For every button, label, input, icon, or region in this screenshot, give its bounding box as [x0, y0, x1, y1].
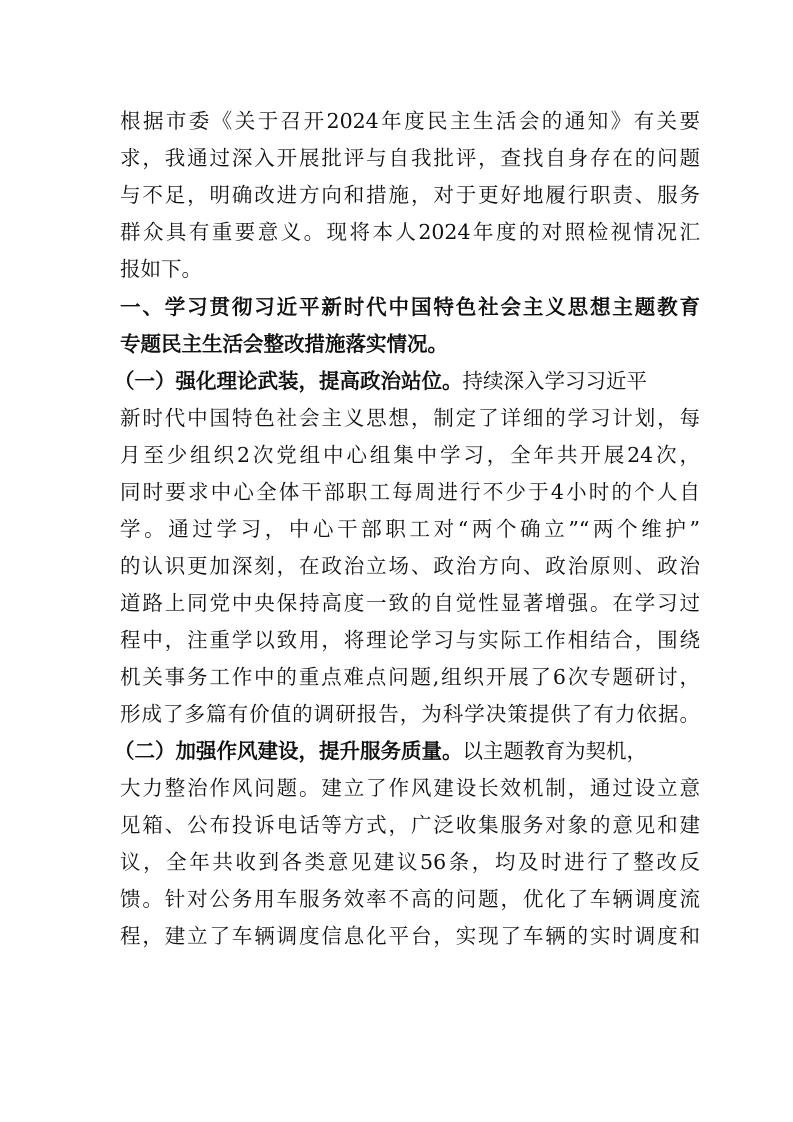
subsection-one-heading: （一）强化理论武装，提高政治站位。 [114, 369, 463, 393]
subsection-two-line-6: 程，建立了车辆调度信息化平台，实现了车辆的实时调度和 [120, 924, 700, 948]
subsection-one-line-8: 程中，注重学以致用，将理论学习与实际工作相结合，围绕 [120, 628, 700, 652]
subsection-two-line-2: 大力整治作风问题。建立了作风建设长效机制，通过设立意 [120, 776, 700, 800]
subsection-one-line-4: 同时要求中心全体干部职工每周进行不少于4小时的个人自 [120, 480, 700, 504]
subsection-one-line-6: 的认识更加深刻，在政治立场、政治方向、政治原则、政治 [120, 554, 700, 578]
subsection-two-line-5: 馈。针对公务用车服务效率不高的问题，优化了车辆调度流 [120, 887, 700, 911]
subsection-one-line-10: 形成了多篇有价值的调研报告，为科学决策提供了有力依据。 [120, 702, 700, 726]
section-heading-line-2: 专题民主生活会整改措施落实情况。 [120, 332, 448, 356]
subsection-one-line-5: 学。通过学习，中心干部职工对“两个确立”“两个维护” [120, 517, 700, 541]
subsection-one-line-3: 月至少组织2次党组中心组集中学习，全年共开展24次， [120, 443, 700, 467]
subsection-one-line-2: 新时代中国特色社会主义思想，制定了详细的学习计划，每 [120, 406, 700, 430]
subsection-two-heading: （二）加强作风建设，提升服务质量。 [114, 739, 463, 763]
subsection-two-line-4: 议，全年共收到各类意见建议56条，均及时进行了整改反 [120, 850, 700, 874]
paragraph-intro-line-4: 群众具有重要意义。现将本人2024年度的对照检视情况汇 [120, 220, 700, 244]
paragraph-intro-line-2: 求，我通过深入开展批评与自我批评，查找自身存在的问题 [120, 146, 700, 170]
subsection-two-text-start: 以主题教育为契机， [462, 739, 647, 763]
paragraph-intro-line-1: 根据市委《关于召开2024年度民主生活会的通知》有关要 [120, 109, 700, 133]
paragraph-intro-line-5: 报如下。 [120, 257, 202, 281]
section-heading-line-1: 一、学习贯彻习近平新时代中国特色社会主义思想主题教育 [120, 295, 700, 319]
subsection-one-line-9: 机关事务工作中的重点难点问题,组织开展了6次专题研讨， [120, 665, 700, 689]
subsection-one-line-7: 道路上同党中央保持高度一致的自觉性显著增强。在学习过 [120, 591, 700, 615]
paragraph-intro-line-3: 与不足，明确改进方向和措施，对于更好地履行职责、服务 [120, 183, 700, 207]
subsection-one-line-1 [114, 363, 700, 399]
subsection-two-line-1 [114, 733, 700, 769]
subsection-two-line-3: 见箱、公布投诉电话等方式，广泛收集服务对象的意见和建 [120, 813, 700, 837]
subsection-one-text-start: 持续深入学习习近平 [462, 369, 647, 393]
